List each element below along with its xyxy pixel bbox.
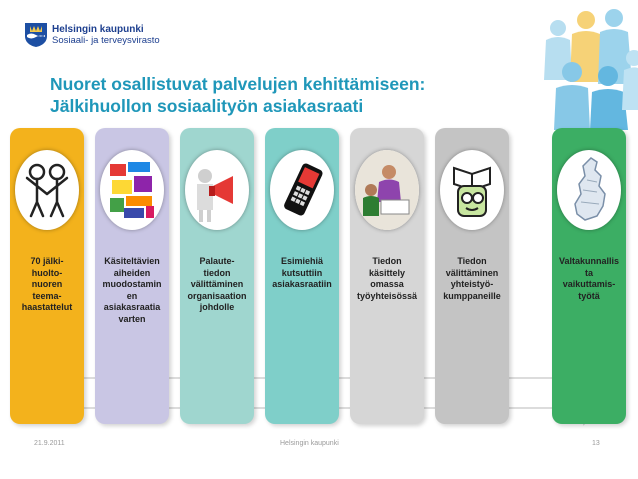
slide-title-line1: Nuoret osallistuvat palvelujen kehittämiseen: (50, 74, 426, 94)
organization-name (52, 24, 160, 46)
step-label-3: Palaute- tiedon välittäminen organisaation johdolle (187, 256, 247, 312)
footer-date: 21.9.2011 (34, 440, 65, 447)
org-name-line1: Helsingin kaupunki (52, 24, 144, 35)
org-name-line2: Sosiaali- ja terveysvirasto (52, 34, 160, 46)
step-label-1: 70 jälki- huolto- nuoren teema- haastattelut (21, 256, 73, 312)
step-panel-7 (552, 128, 626, 424)
slide-title (50, 73, 425, 117)
megaphone-icon (185, 150, 249, 230)
slide-title-line2: Jälkihuollon sosiaalityön asiakasraati (50, 96, 364, 116)
step-panel-6 (435, 128, 509, 424)
step-panel-2 (95, 128, 169, 424)
step-label-4: Esimiehiä kutsuttiin asiakasraatiin (272, 256, 332, 289)
step-label-5: Tiedon käsittely omassa työyhteisössä (356, 256, 418, 301)
step-label-7: Valtakunnallis ta vaikuttamis- työtä (558, 256, 620, 301)
step-panel-3 (180, 128, 254, 424)
reader-icon (440, 150, 504, 230)
step-panel-1 (10, 128, 84, 424)
step-label-2: Käsiteltävien aiheiden muodostamin en asiakasraatia varten (102, 256, 162, 324)
step-panel-5 (350, 128, 424, 424)
city-crest-logo (24, 22, 48, 48)
footer-page-number: 13 (592, 440, 600, 447)
step-label-6: Tiedon välittäminen yhteistyö- kumppaneille (443, 256, 501, 301)
finland-map-icon (557, 150, 621, 230)
phone-icon (270, 150, 334, 230)
collage-icon (100, 150, 164, 230)
footer-organization: Helsingin kaupunki (280, 440, 339, 447)
meeting-icon (355, 150, 419, 230)
people-cartoon-icon (15, 150, 79, 230)
people-silhouettes-icon (528, 0, 638, 130)
step-panel-4 (265, 128, 339, 424)
